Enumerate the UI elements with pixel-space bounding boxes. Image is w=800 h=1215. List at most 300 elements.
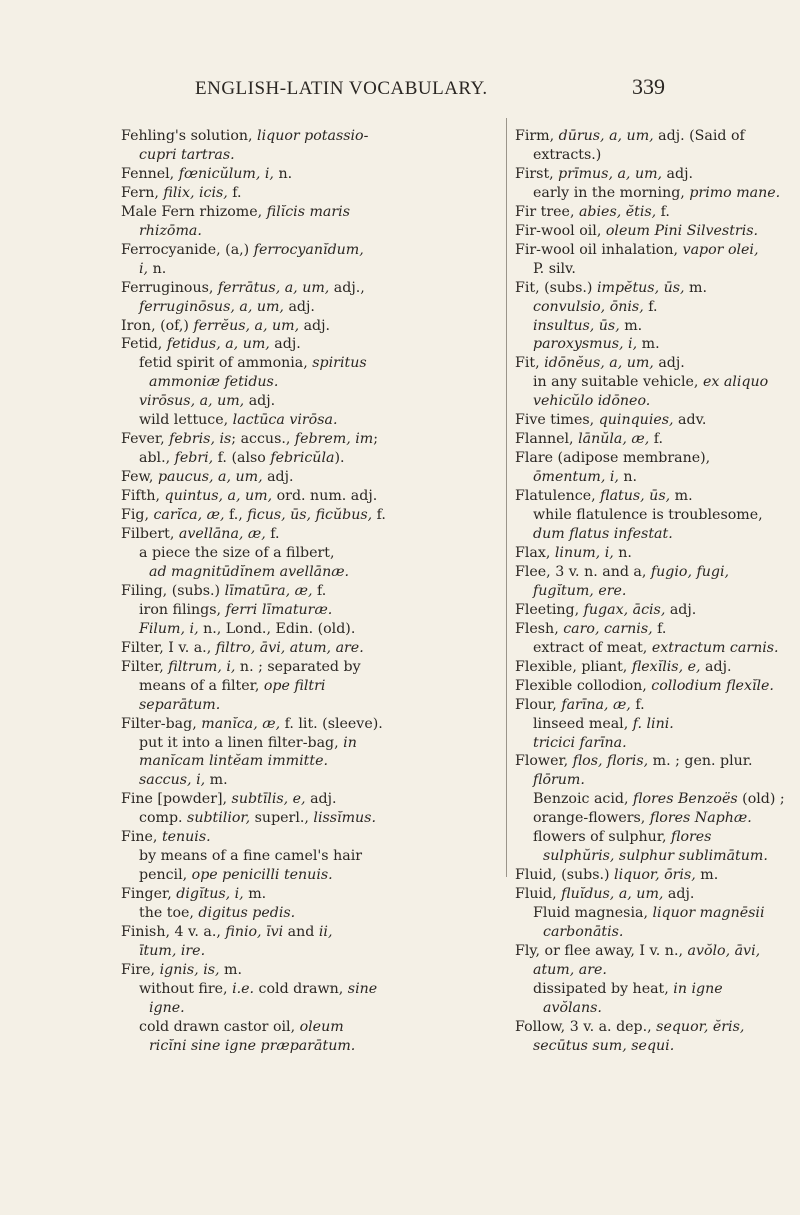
entry-text: orange-flowers, [533,810,650,827]
latin-term: fugio, fugi, [650,563,729,580]
latin-term: ope filtri [263,677,326,694]
entry-text: f. [630,696,645,713]
latin-term: flores Benzoës [633,791,738,808]
entry-text: adj. [665,601,697,618]
latin-term: finio, īvi [225,924,284,941]
entry-text: Iron, (of,) [121,317,194,334]
latin-term: insultus, ūs, [533,317,620,334]
entry-line [515,677,800,696]
entry-text: f. lit. (sleeve). [280,715,383,732]
latin-term: fetidus, a, um, [166,336,270,353]
latin-term: ammoniæ fetidus. [149,374,279,391]
latin-term: subtilior, [187,810,251,827]
entry-line [121,317,483,336]
latin-term: saccus, i, [139,772,206,789]
entry-text: linseed meal, [533,715,633,732]
entry-text: Flexible, pliant, [515,658,632,675]
entry-text: adj. [653,355,685,372]
entry-line [515,146,800,165]
entry-line [121,298,483,317]
latin-term: paroxysmus, i, [533,336,638,353]
entry-text: wild lettuce, [139,412,233,429]
latin-term: igne. [149,999,185,1016]
entry-text: the toe, [139,905,199,922]
latin-term: lānŭla, æ, [578,431,650,448]
entry-text: Fever, [121,431,170,448]
entry-text: comp. [139,810,188,827]
entry-text: m. [637,336,660,353]
entry-line [515,620,800,639]
entry-text: adj. [269,336,301,353]
entry-text: Fern, [121,184,164,201]
entry-text: n. ; separated by [235,658,361,675]
latin-term: extractum carnis. [651,639,779,656]
latin-term: oleum Pini Silvestris. [605,222,759,239]
latin-term: manĭca, æ, [201,715,281,732]
entry-text: adj., [329,279,365,296]
latin-term: farīna, æ, [561,696,631,713]
entry-line [121,146,483,165]
entry-line [515,980,800,999]
entry-text: Flare (adipose membrane), [515,450,711,467]
entry-line [121,715,483,734]
latin-term: cupri tartras. [139,146,235,163]
entry-line [515,411,800,430]
entry-line [121,847,483,866]
latin-term: dum flatus infestat. [533,526,673,543]
entry-line [121,809,483,828]
entry-text: adj. [262,469,294,486]
entry-line [515,885,800,904]
entry-line [121,752,483,771]
entry-line [515,658,800,677]
latin-term: oleum [299,1018,344,1035]
entry-text: Fluid, [515,886,562,903]
entry-line [515,203,800,222]
entry-text: fetid spirit of ammonia, [139,355,313,372]
entry-line [121,184,483,203]
latin-term: ignis, is, [159,961,220,978]
entry-text: Male Fern rhizome, [121,203,267,220]
latin-term: filĭcis maris [266,203,350,220]
latin-term: fugĭtum, ere. [533,582,627,599]
entry-line [121,525,483,544]
entry-line [515,317,800,336]
entry-text: while flatulence is troublesome, [533,507,763,524]
entry-line [121,373,483,392]
latin-term: collodium flexĭle. [651,677,774,694]
entry-line [515,544,800,563]
entry-text: Fig, [121,507,154,524]
latin-term: digitus pedis. [198,905,296,922]
latin-term: linum, i, [554,544,614,561]
entry-text: adj. [662,165,694,182]
entry-line [515,260,800,279]
entry-line [121,506,483,525]
entry-line [121,980,483,999]
latin-term: quintus, a, um, [164,488,273,505]
entry-text: Fine, [121,829,162,846]
entry-text: Follow, 3 v. a. dep., [515,1018,657,1035]
latin-term: ferri līmaturæ. [225,601,333,618]
entry-text: Benzoic acid, [533,791,634,808]
latin-term: flexĭlis, e, [631,658,701,675]
entry-line [515,601,800,620]
entry-line [121,241,483,260]
latin-term: carbonātis. [543,924,624,941]
entry-line [121,1018,483,1037]
latin-term: ferrātus, a, um, [217,279,330,296]
latin-term: quinquies, [598,412,674,429]
latin-term: avŏlans. [543,999,602,1016]
entry-text: Flour, [515,696,562,713]
entry-line [515,222,800,241]
entry-text: f. [227,184,242,201]
page-header [0,74,800,118]
entry-text: Five times, [515,412,599,429]
entry-text: ). [334,450,345,467]
entry-text: Fennel, [121,165,179,182]
entry-text: Firm, [515,128,559,144]
entry-text: Flesh, [515,620,564,637]
entry-text: m. [695,867,719,884]
entry-line [121,639,483,658]
entry-text: extracts.) [533,146,602,163]
latin-term: ricĭni sine igne præparātum. [149,1037,356,1054]
entry-line [515,279,800,298]
entry-text: adj. [663,886,695,903]
entry-line [515,1037,800,1056]
entry-line [515,715,800,734]
latin-term: sulphŭris, sulphur sublimātum. [543,848,768,865]
entry-line [515,734,800,753]
latin-term: avellāna, æ, [178,526,266,543]
entry-line [121,771,483,790]
entry-text: cold drawn castor oil, [139,1018,300,1035]
page-number: 339 [632,74,665,99]
entry-text: Filter, I v. a., [121,639,216,656]
entry-line [515,335,800,354]
entry-line [121,260,483,279]
latin-term: carĭca, æ, [153,507,225,524]
entry-text: f. [312,582,327,599]
entry-line [121,544,483,563]
entry-text: Fluid, (subs.) [515,867,615,884]
entry-line [515,847,800,866]
entry-line [121,1037,483,1056]
latin-term: sine [347,980,378,997]
entry-text: Flatulence, [515,488,601,505]
entry-line [515,828,800,847]
entry-text: adj. [244,393,276,410]
latin-term: idōnĕus, a, um, [544,355,654,372]
right-column [506,118,800,1054]
entry-line [121,601,483,620]
latin-term: liquor potassio- [257,128,369,144]
entry-line [515,127,800,146]
entry-text: Finish, 4 v. a., [121,924,226,941]
entry-line [121,468,483,487]
entry-line [121,411,483,430]
entry-line [515,449,800,468]
entry-line [515,866,800,885]
entry-text: early in the morning, [533,184,690,201]
latin-term: avŏlo, āvi, [687,942,761,959]
entry-text: Filing, (subs.) [121,582,225,599]
left-column [121,127,483,1056]
entry-line [121,449,483,468]
entry-line [121,563,483,582]
latin-term: febris, is [169,431,232,448]
entry-line [121,999,483,1018]
entry-line [121,696,483,715]
entry-text: Filbert, [121,526,179,543]
latin-term: sequor, ĕris, [656,1018,745,1035]
entry-text: m. [619,317,643,334]
latin-term: prīmus, a, um, [558,165,663,182]
latin-term: flores [670,829,712,846]
latin-term: flatus, ūs, [600,488,671,505]
entry-text: f. [643,298,658,315]
entry-text: extract of meat, [533,639,652,656]
latin-term: fugax, ācis, [583,601,666,618]
entry-line [515,487,800,506]
entry-text: in any suitable vehicle, [533,374,703,391]
entry-line [515,752,800,771]
latin-term: tenuis. [161,829,211,846]
entry-text: ord. num. adj. [272,488,378,505]
latin-term: virōsus, a, um, [139,393,245,410]
latin-term: flōrum. [533,772,585,789]
latin-term: in [343,734,357,751]
entry-text: Few, [121,469,158,486]
latin-term: filix, icis, [163,184,228,201]
entry-text: dissipated by heat, [533,980,674,997]
entry-text: Flower, [515,753,573,770]
entry-text: m. [670,488,693,505]
entry-text: ; accus., [231,431,295,448]
latin-term: ferruginōsus, a, um, [139,298,284,315]
latin-term: fœnicŭlum, i, [178,165,274,182]
entry-text: Flee, 3 v. n. and a, [515,563,651,580]
latin-term: subtīlis, e, [231,791,306,808]
entry-text: First, [515,165,559,182]
latin-term: vapor olei, [682,241,759,258]
entry-line [121,885,483,904]
latin-term: digĭtus, i, [176,886,244,903]
entry-line [121,392,483,411]
entry-text: Fleeting, [515,601,584,618]
entry-text: Fifth, [121,488,165,505]
latin-term: impĕtus, ūs, [596,279,685,296]
latin-term: ōmentum, i, [533,469,619,486]
latin-term: lactūca virōsa. [232,412,338,429]
entry-text: adj. [305,791,337,808]
entry-text: pencil, [139,867,192,884]
entry-text: f. [372,507,386,524]
entry-text: Fir tree, [515,203,579,220]
entry-text: means of a filter, [139,677,264,694]
running-title: ENGLISH-LATIN VOCABULARY. [195,78,488,99]
latin-term: ii, [318,924,333,941]
latin-term: flores Naphæ. [649,810,752,827]
latin-term: rhizōma. [139,222,202,239]
latin-term: liquor magnēsii [652,905,765,922]
entry-line [121,582,483,601]
entry-line [515,582,800,601]
entry-text: Fir-wool oil, [515,222,606,239]
entry-text: f. (also [213,450,271,467]
latin-term: tricici farīna. [533,734,627,751]
entry-text: m. [243,886,267,903]
entry-line [515,430,800,449]
entry-text: Ferruginous, [121,279,218,296]
entry-text: ; [373,431,379,448]
latin-term: paucus, a, um, [157,469,263,486]
latin-term: abies, ĕtis, [578,203,657,220]
latin-term: f. lini. [632,715,674,732]
entry-line [515,165,800,184]
entry-text: iron filings, [139,601,226,618]
entry-text: cold drawn, [254,980,348,997]
latin-term: febrem, im [294,431,374,448]
entry-text: (old) ; [737,791,785,808]
latin-term: liquor, ōris, [614,867,696,884]
entry-text: f. [652,620,667,637]
latin-term: convulsio, ōnis, [533,298,644,315]
entry-line [121,203,483,222]
entry-text: Fehling's solution, [121,128,258,144]
entry-line [515,298,800,317]
entry-text: n. [273,165,293,182]
entry-text: Flax, [515,544,555,561]
latin-term: i.e. [232,980,255,997]
entry-text: Fire, [121,961,160,978]
entry-text: n., Lond., Edin. (old). [198,620,356,637]
entry-line [515,696,800,715]
latin-term: filtro, āvi, atum, are. [215,639,364,656]
latin-term: flos, floris, [572,753,649,770]
entry-text: Fine [powder], [121,791,232,808]
latin-term: ficus, ūs, ficŭbus, [247,507,373,524]
latin-term: lissĭmus. [313,810,376,827]
entry-line [121,620,483,639]
entry-line [515,942,800,961]
entry-text: Fir-wool oil inhalation, [515,241,683,258]
entry-text: m. [684,279,708,296]
entry-text: Fly, or flee away, I v. n., [515,942,688,959]
latin-term: ferrocyanĭdum, [253,241,364,258]
latin-term: fluĭdus, a, um, [561,886,664,903]
entry-text: Fetid, [121,336,167,353]
entry-text: f. [265,526,280,543]
entry-text: Finger, [121,886,177,903]
entry-line [121,354,483,373]
entry-line [515,184,800,203]
entry-line [515,354,800,373]
entry-line [121,279,483,298]
entry-text: and [283,924,319,941]
entry-text: Flannel, [515,431,579,448]
entry-text: f. [649,431,663,448]
entry-line [515,961,800,980]
entry-text: adj. [283,298,315,315]
entry-text: m. [205,772,228,789]
latin-term: febricŭla [270,450,335,467]
entry-line [121,734,483,753]
entry-text: superl., [250,810,314,827]
entry-text: m. [219,961,243,978]
entry-line [515,923,800,942]
entry-line [121,222,483,241]
entry-text: adj. [299,317,331,334]
latin-term: ītum, ire. [139,942,206,959]
latin-term: ope penicilli tenuis. [191,867,333,884]
latin-term: caro, carnis, [563,620,653,637]
latin-term: in igne [673,980,723,997]
entry-line [121,677,483,696]
entry-line [515,392,800,411]
entry-text: n. [618,469,638,486]
entry-line [121,923,483,942]
latin-term: manĭcam lintĕam immitte. [139,753,328,770]
latin-term: febri, [174,450,214,467]
latin-term: atum, are. [533,961,607,978]
entry-line [515,241,800,260]
latin-term: filtrum, i, [168,658,236,675]
entry-line [121,335,483,354]
latin-term: ad magnitūdĭnem avellānæ. [149,563,350,580]
entry-line [121,942,483,961]
entry-line [121,165,483,184]
entry-line [121,487,483,506]
latin-term: i, [139,260,149,277]
entry-line [515,790,800,809]
entry-line [121,904,483,923]
entry-line [515,468,800,487]
entry-line [515,999,800,1018]
entry-text: without fire, [139,980,233,997]
entry-text: n. [613,544,632,561]
entry-line [121,866,483,885]
entry-line [121,430,483,449]
entry-text: a piece the size of a filbert, [139,544,335,561]
entry-text: P. silv. [533,260,576,277]
entry-text: adv. [673,412,707,429]
latin-term: separātum. [139,696,221,713]
entry-text: flowers of sulphur, [533,829,671,846]
entry-line [121,961,483,980]
entry-text: by means of a fine camel's hair [139,848,363,865]
latin-term: primo mane. [689,184,781,201]
latin-term: ferrĕus, a, um, [193,317,300,334]
entry-text: adj. [700,658,732,675]
entry-text: f., [224,507,248,524]
latin-term: vehicŭlo idōneo. [533,393,651,410]
entry-text: Filter-bag, [121,715,202,732]
entry-line [515,639,800,658]
entry-text: abl., [139,450,175,467]
entry-line [515,1018,800,1037]
entry-line [515,904,800,923]
entry-line [121,790,483,809]
latin-term: līmatūra, æ, [224,582,313,599]
entry-line [515,373,800,392]
latin-term: secūtus sum, sequi. [533,1037,675,1054]
entry-line [515,563,800,582]
latin-term: Filum, i, [139,620,199,637]
entry-line [121,828,483,847]
